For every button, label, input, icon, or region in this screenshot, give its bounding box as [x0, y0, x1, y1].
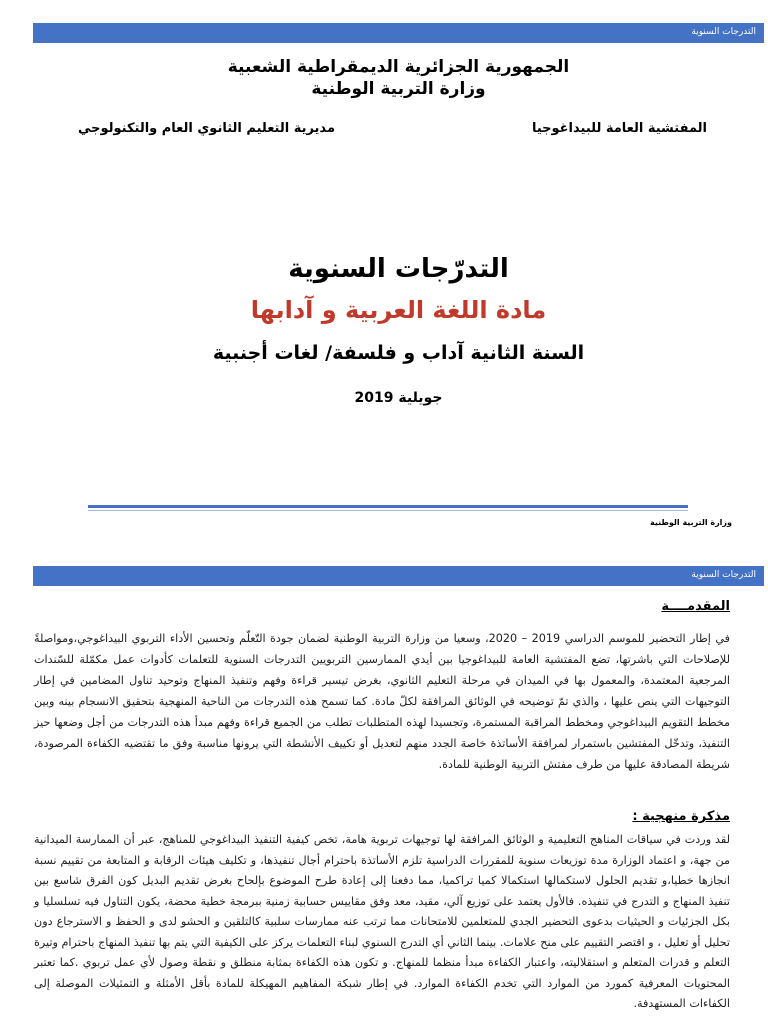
introduction-heading: المقدمــــة: [661, 599, 730, 614]
footer-divider-thin: [88, 510, 688, 511]
directorate-name: مديرية التعليم الثانوي العام والتكنولوجي: [77, 121, 335, 136]
footer-divider: [88, 505, 688, 508]
page2-header-bar: [33, 566, 764, 586]
methodology-paragraph: لقد وردت في سياقات المناهج التعليمية و الوثائق المرافقة لها توجيهات تربوية هامة، تخص كيفية التنفيذ البيداغوجي للمناهج، عبر أن الممارسة الميدانية من جهة، و اعتماد الوزارة مدة توزيعات سنوية للمقررات الدراسية تلزم الأساتذة باحترام أجال تنفيذها، و تكليف هيئات الرقابة و المتابعة من تقييم نسبة انجازها خطيا،و تقديم الحلول لاستكمالها استكمالا كميا تراكميا، مما دفعنا إلى إعادة طرح الموضوع بإلحاح بغرض تقديم البديل كون الفرق شاسع بين تنفيذ المنهاج و التدرج في تنفيذه. فالأول يعتمد على توزيع آلي، مقيد، معد وفق مقاييس حسابية زمنية ببرمجة خطية محضة، يكون التناول فيه تسلسليا و بكل الجزئيات و الحيثيات بدعوى التحضير الجدي للمتعلمين للامتحانات مما ترتب عنه ممارسات سلبية كالتلقين و الحشو لدى و الحفظ و الاسترجاع دون تحليل أو تعليل ، و اقتصر التقييم على منح علامات. بينما الثاني أي التدرج السنوي لبناء التعلمات يركز على الكيفية التي يتم بها تنفيذ المنهاج باحترام وتيرة التعلم و قدرات المتعلم و استقلاليته، واعتبار الكفاءة مبدأ منظما للمنهاج. و تكون هذه الكفاءة بمثابة منطلق و نقطة وصول لأي عمل تربوي .كما تعتبر المحتويات المعرفية كمورد من الموارد التي تخدم الكفاءة الموارد. في إطار شبكة المفاهيم المهيكلة للمادة بأقل الأمثلة و التمثيلات الموصلة إلى الكفاءات المستهدفة.: [34, 833, 730, 1010]
republic-name: الجمهورية الجزائرية الديمقراطية الشعبية: [227, 57, 570, 77]
document-title: التدرّجات السنوية: [288, 254, 509, 284]
running-header-title: التدرجات السنوية: [691, 27, 756, 37]
ministry-name: وزارة التربية الوطنية: [311, 79, 486, 99]
running-header-bar: [33, 23, 764, 43]
subject-title: مادة اللغة العربية و آدابها: [250, 296, 547, 324]
page2-header-title: التدرجات السنوية: [691, 570, 756, 580]
publication-date: جويلية 2019: [354, 390, 443, 406]
footer-ministry: وزارة التربية الوطنية: [649, 518, 732, 527]
year-level: السنة الثانية آداب و فلسفة/ لغات أجنبية: [212, 342, 585, 364]
inspectorate-name: المفتشية العامة للبيداغوجيا: [531, 121, 707, 136]
methodology-heading: مذكرة منهجية :: [632, 809, 730, 824]
introduction-paragraph: في إطار التحضير للموسم الدراسي 2019 – 2020، وسعيا من وزارة التربية الوطنية لضمان جودة التّعلّم وتحسين الأداء التربوي البيداغوجي،ومواصلةً للإصلاحات التي باشرتها، تضع المفتشية العامة للبيداغوجيا بين أيدي الممارسين التربويين التدرجات السنوية للتعلمات كأدوات عمل مكمّلة للسّندات المرجعية المعتمدة، والمعمول بها في الميدان في مرحلة التعليم الثانوي، بغرض تيسير قراءة وفهم وتنفيذ المنهاج وتوحيد تناول المضامين في إطار التوجيهات التي ينص عليها ، والذي تمّ توضيحه في الوثائق المرافقة لكلّ مادة. كما تسمح هذه التدرجات من الناحية المنهجية بتحقيق الانسجام بينه وبين مخطط التقويم البيداغوجي ومخطط المراقبة المستمرة، وتجسيدا لهذه المتطلبات تطلب من الجميع قراءة وفهم مبدأ هذه التدرجات من أجل وضعها حيز التنفيذ، وتدخّل المفتشين باستمرار لمرافقة الأساتذة خاصة الجدد منهم لتعديل أو تكييف الأنشطة التي يرونها مناسبة وفق ما تقتضيه الكفاءة المرصودة، شريطة المصادقة عليها من طرف مفتش التربية الوطنية للمادة.: [34, 632, 730, 771]
